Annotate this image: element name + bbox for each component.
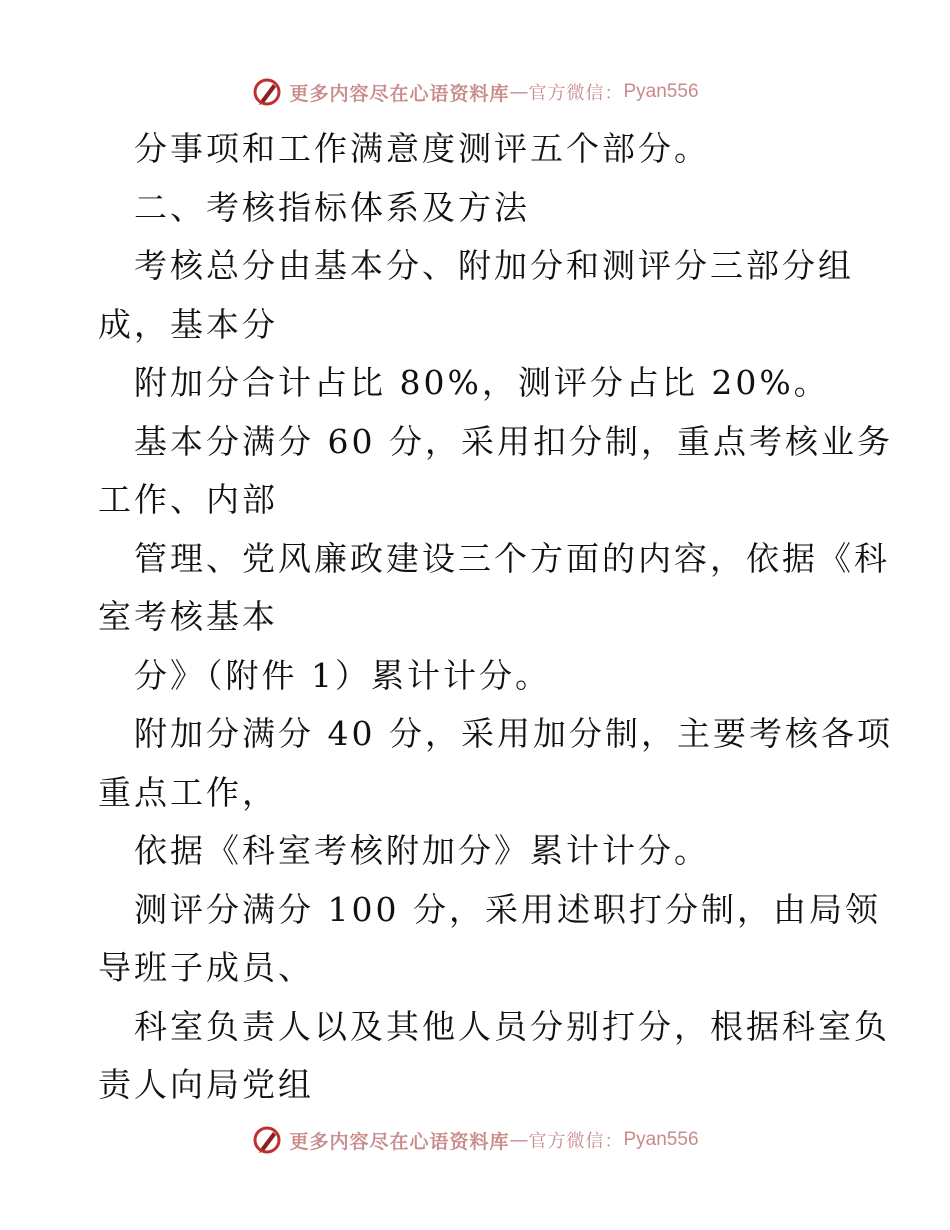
text-line: 导班子成员、 — [98, 948, 314, 987]
banner-wechat-label: 官方微信： — [528, 83, 624, 104]
page-header-banner — [0, 72, 950, 112]
text-line: 附加分合计占比 80%，测评分占比 20%。 — [134, 363, 830, 402]
text-line: 室考核基本 — [98, 597, 278, 636]
banner-main-text: 更多内容尽在心语资料库 — [289, 1130, 510, 1153]
banner-wechat-label: 官方微信： — [528, 1131, 624, 1152]
text-line: 测评分满分 100 分，采用述职打分制，由局领 — [134, 889, 881, 929]
banner-separator: — — [509, 81, 529, 103]
section-heading: 二、考核指标体系及方法 — [134, 187, 530, 227]
text-line: 科室负责人以及其他人员分别打分，根据科室负 — [134, 1006, 890, 1046]
text-line: 依据《科室考核附加分》累计计分。 — [134, 831, 710, 870]
banner-wechat-id: Pyan556 — [623, 81, 699, 102]
text-line: 责人向局党组 — [98, 1065, 314, 1104]
text-line: 考核总分由基本分、附加分和测评分三部分组 — [134, 246, 854, 285]
text-line: 分》（附件 1）累计计分。 — [134, 655, 551, 695]
text-line: 基本分满分 60 分，采用扣分制，重点考核业务 — [134, 421, 893, 461]
text-line: 成，基本分 — [98, 304, 278, 344]
page-footer-banner — [0, 1120, 950, 1160]
banner-main-text: 更多内容尽在心语资料库 — [289, 82, 510, 105]
text-line: 重点工作， — [98, 772, 278, 812]
banner-separator: — — [509, 1129, 529, 1151]
text-line: 管理、党风廉政建设三个方面的内容，依据《科 — [134, 538, 890, 578]
text-line: 工作、内部 — [98, 480, 278, 519]
pen-logo-icon — [251, 76, 283, 108]
text-line: 附加分满分 40 分，采用加分制，主要考核各项 — [134, 714, 893, 753]
text-line: 分事项和工作满意度测评五个部分。 — [134, 129, 710, 168]
pen-logo-icon — [251, 1124, 283, 1156]
document-body — [98, 120, 893, 1115]
banner-wechat-id: Pyan556 — [623, 1129, 699, 1150]
